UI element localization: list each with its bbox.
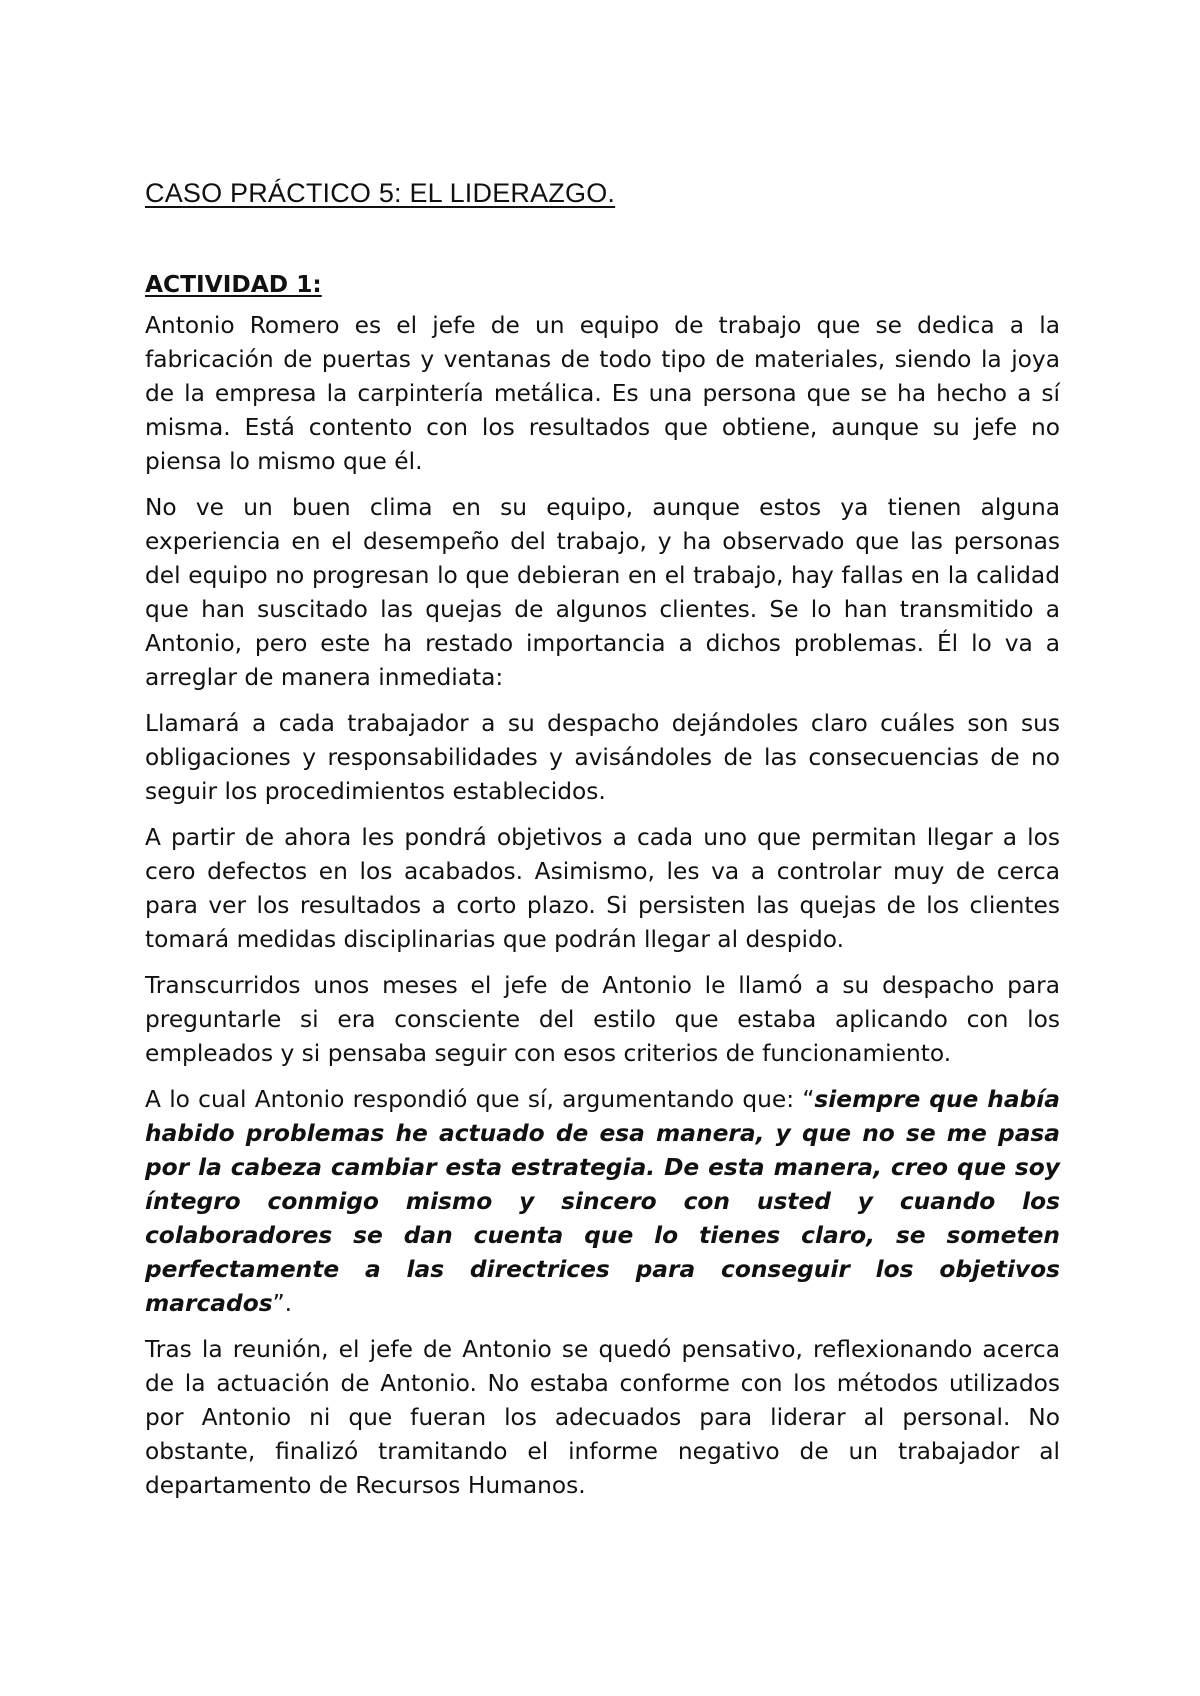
document-body bbox=[145, 268, 1060, 1503]
paragraph-3: Llamará a cada trabajador a su despacho dejándoles claro cuáles son sus obligaciones y responsabilidades y avisándoles de las consecuencias de no seguir los procedimientos establecidos. bbox=[145, 710, 1060, 805]
paragraph-6-end: ”. bbox=[272, 1290, 293, 1317]
document-title: CASO PRÁCTICO 5: EL LIDERAZGO. bbox=[145, 178, 616, 208]
activity-heading: ACTIVIDAD 1: bbox=[145, 271, 322, 298]
paragraph-4: A partir de ahora les pondrá objetivos a cada uno que permitan llegar a los cero defectos en los acabados. Asimismo, les va a controlar muy de cerca para ver los resultados a corto plazo. Si persisten las quejas de los clientes tomará medidas disciplinarias que podrán llegar al despido. bbox=[145, 824, 1060, 953]
antonio-quote: siempre que había habido problemas he actuado de esa manera, y que no se me pasa por la cabeza cambiar esta estrategia. De esta manera, creo que soy íntegro conmigo mismo y sincero con usted y cuando los colaboradores se dan cuenta que lo tienes claro, se someten perfectamente a las directrices para conseguir los objetivos marcados bbox=[145, 1086, 1060, 1317]
paragraph-7: Tras la reunión, el jefe de Antonio se quedó pensativo, reflexionando acerca de la actuación de Antonio. No estaba conforme con los métodos utilizados por Antonio ni que fueran los adecuados para liderar al personal. No obstante, finalizó tramitando el informe negativo de un trabajador al departamento de Recursos Humanos. bbox=[145, 1336, 1060, 1499]
paragraph-1: Antonio Romero es el jefe de un equipo de trabajo que se dedica a la fabricación de puertas y ventanas de todo tipo de materiales, siendo la joya de la empresa la carpintería metálica. Es una persona que se ha hecho a sí misma. Está contento con los resultados que obtiene, aunque su jefe no piensa lo mismo que él. bbox=[145, 312, 1060, 475]
paragraph-6-intro: A lo cual Antonio respondió que sí, argumentando que: “ bbox=[145, 1086, 815, 1113]
paragraph-6 bbox=[145, 1083, 1060, 1321]
paragraph-5: Transcurridos unos meses el jefe de Antonio le llamó a su despacho para preguntarle si era consciente del estilo que estaba aplicando con los empleados y si pensaba seguir con esos criterios de funcionamiento. bbox=[145, 972, 1060, 1067]
paragraph-2: No ve un buen clima en su equipo, aunque estos ya tienen alguna experiencia en el desempeño del trabajo, y ha observado que las personas del equipo no progresan lo que debieran en el trabajo, hay fallas en la calidad que han suscitado las quejas de algunos clientes. Se lo han transmitido a Antonio, pero este ha restado importancia a dichos problemas. Él lo va a arreglar de manera inmediata: bbox=[145, 494, 1060, 691]
